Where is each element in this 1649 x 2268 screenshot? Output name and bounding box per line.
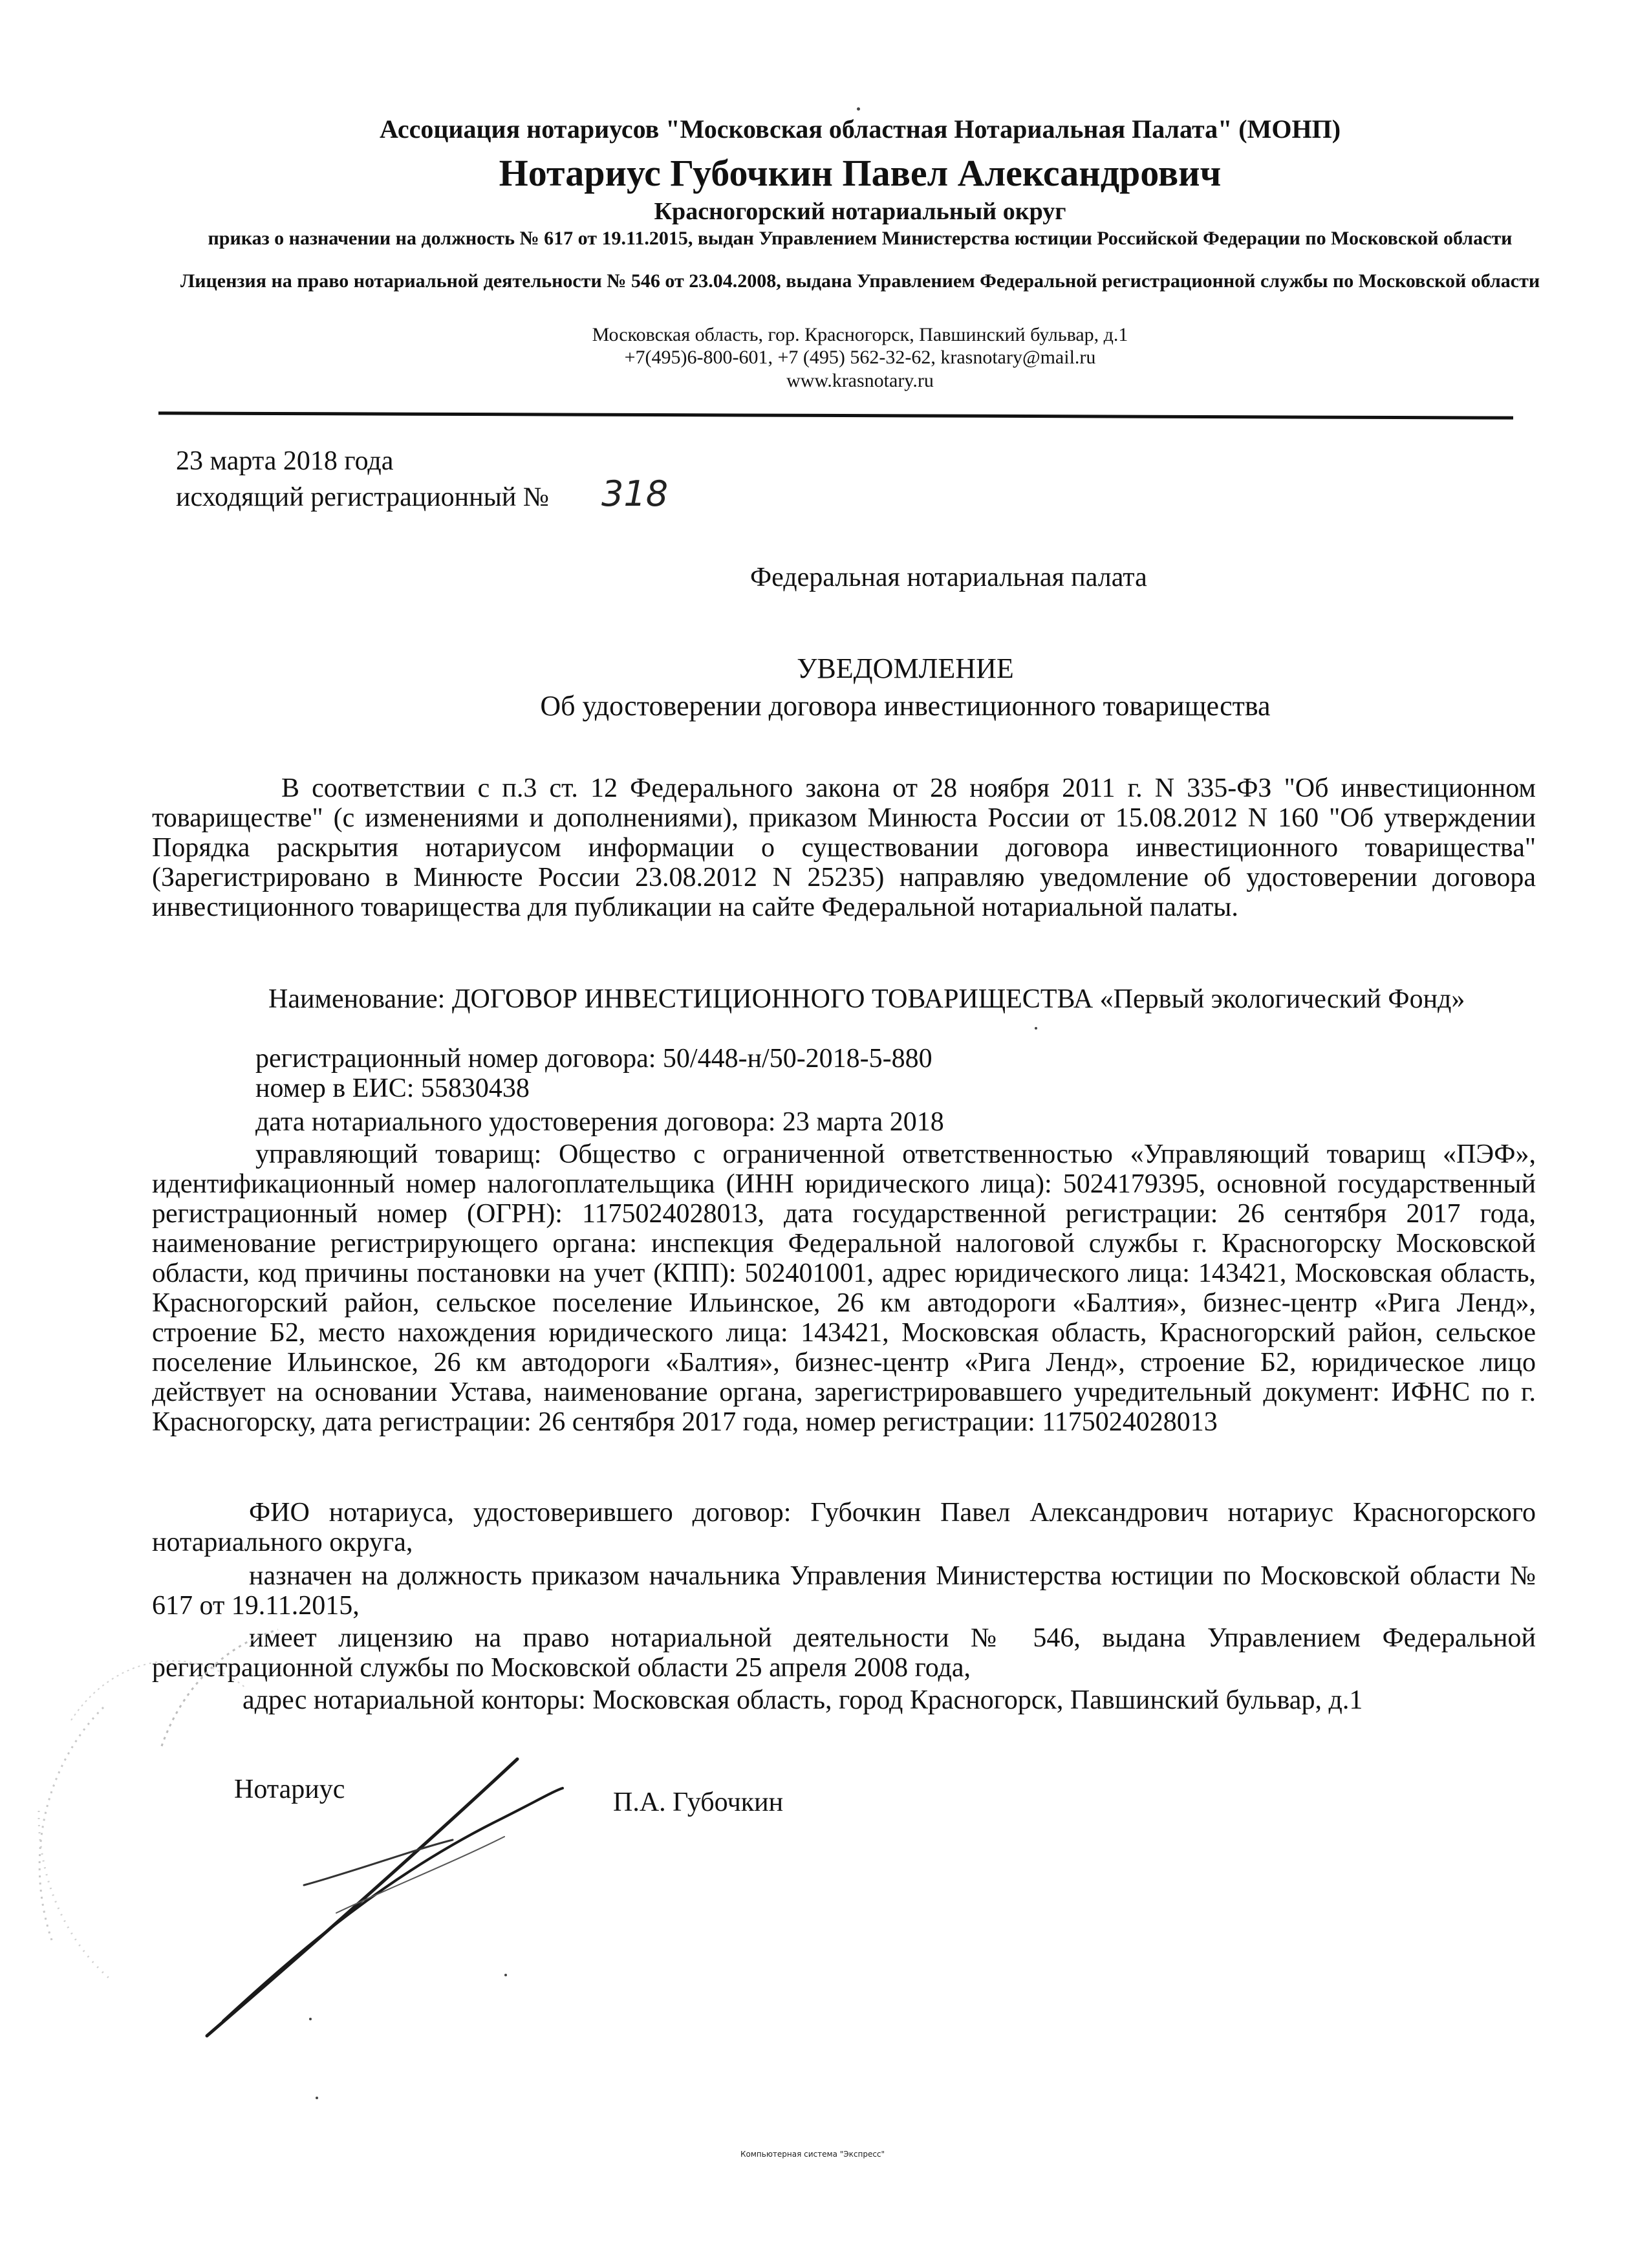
outgoing-number-label: исходящий регистрационный № [176,482,549,512]
eis-number: номер в ЕИС: 55830438 [255,1074,530,1103]
notary-fio: ФИО нотариуса, удостоверившего договор: Губочкин Павел Александрович нотариус Красногорского нотариального округа, [152,1498,1536,1557]
license-info: Лицензия на право нотариальной деятельности № 546 от 23.04.2008, выдана Управлением Федеральной регистрационной службы по Московской области [180,270,1540,292]
appointment-order: приказ о назначении на должность № 617 от 19.11.2015, выдан Управлением Министерства юстиции Российской Федерации по Московской области [208,228,1513,249]
certification-date: дата нотариального удостоверения договора: 23 марта 2018 [255,1107,944,1137]
signature-role: Нотариус [234,1775,345,1804]
notary-name: Нотариус Губочкин Павел Александрович [499,152,1222,194]
scan-speck [309,2018,312,2020]
managing-partner-details: управляющий товарищ: Общество с ограниченной ответственностью «Управляющий товарищ «ПЭФ», идентификационный номер налогоплательщика (ИНН юридического лица): 5024179395, основной государственный регистрационный номер (ОГРН): 1175024028013, дата государственной регистрации: 26 сентября 2017 года, наименование регистрирующего органа: инспекция Федеральной налоговой службы г. Красногорску Московской области, код причины постановки на учет (КПП): 502401001, адрес юридического лица: 143421, Московская область, Красногорский район, сельское поселение Ильинское, 26 км автодороги «Балтия», бизнес-центр «Рига Ленд», строение Б2, место нахождения юридического лица: 143421, Московская область, Красногорский район, сельское поселение Ильинское, 26 км автодороги «Балтия», бизнес-центр «Рига Ленд», строение Б2, юридическое лицо действует на основании Устава, наименование органа, зарегистрировавшего учредительный документ: ИФНС по г. Красногорску, дата регистрации: 26 сентября 2017 года, номер регистрации: 1175024028013 [152,1139,1536,1437]
contract-reg-number: регистрационный номер договора: 50/448-н/50-2018-5-880 [255,1044,932,1074]
document-date: 23 марта 2018 года [176,446,394,476]
signature-name: П.А. Губочкин [613,1787,784,1817]
recipient: Федеральная нотариальная палата [750,563,1147,592]
footer-system-mark: Компьютерная система "Экспресс" [740,2150,885,2159]
scan-speck [316,2097,318,2099]
license-statement: имеет лицензию на право нотариальной деятельности № 546, выдана Управлением Федеральной регистрационной службы по Московской области 25 апреля 2008 года, [152,1623,1536,1683]
notary-district: Красногорский нотариальный округ [654,198,1066,225]
document-title: УВЕДОМЛЕНИЕ [797,653,1014,684]
intro-paragraph: В соответствии с п.3 ст. 12 Федерального закона от 28 ноября 2011 г. N 335-ФЗ "Об инвестиционном товариществе" (с изменениями и дополнениями), приказом Минюста России от 15.08.2012 N 160 "Об утверждении Порядка раскрытия нотариусом информации о существовании договора инвестиционного товарищества" (Зарегистрировано в Минюсте России 23.08.2012 N 25235) направляю уведомление об удостоверении договора инвестиционного товарищества для публикации на сайте Федеральной нотариальной палаты. [152,773,1536,922]
document-subtitle: Об удостоверении договора инвестиционного товарищества [540,690,1271,722]
scan-speck [504,1974,507,1976]
website: www.krasnotary.ru [786,369,934,391]
investment-partnership-name: Наименование: ДОГОВОР ИНВЕСТИЦИОННОГО ТОВАРИЩЕСТВА «Первый экологический Фонд» [268,984,1465,1014]
scan-speck [857,107,860,111]
notary-office-address: адрес нотариальной конторы: Московская область, город Красногорск, Павшинский бульвар, д.1 [242,1685,1363,1715]
outgoing-number-handwritten: 318 [601,473,669,514]
appointment-statement: назначен на должность приказом начальника Управления Министерства юстиции по Московской области № 617 от 19.11.2015, [152,1561,1536,1621]
scan-speck [1035,1027,1037,1030]
office-address: Московская область, гор. Красногорск, Павшинский бульвар, д.1 [592,324,1128,345]
phones-email: +7(495)6-800-601, +7 (495) 562-32-62, krasnotary@mail.ru [624,347,1096,369]
association-name: Ассоциация нотариусов "Московская областная Нотариальная Палата" (МОНП) [379,114,1341,144]
